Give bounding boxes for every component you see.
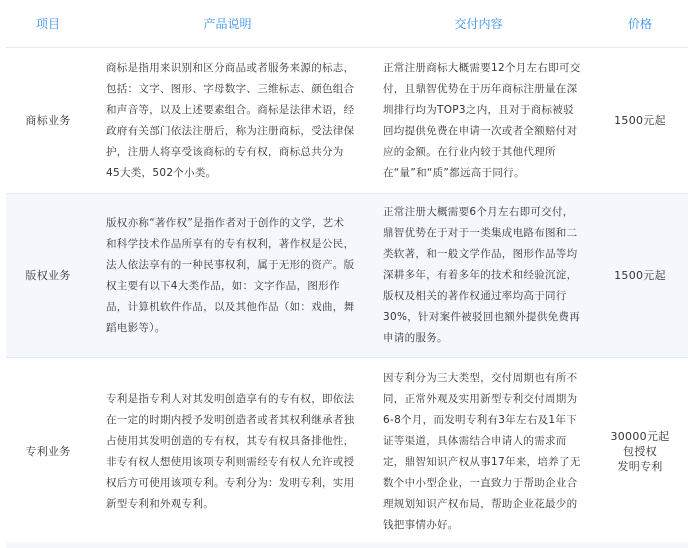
price-note-type: 发明专利 bbox=[617, 460, 663, 473]
service-table bbox=[6, 0, 688, 546]
table-row-patent bbox=[6, 358, 688, 546]
price-note-authorization: 包授权 bbox=[623, 445, 657, 458]
table-row-trademark bbox=[6, 48, 688, 194]
header-description: 产品说明 bbox=[90, 0, 365, 48]
header-delivery: 交付内容 bbox=[365, 0, 592, 48]
row-price bbox=[592, 194, 688, 358]
row-name: 商标业务 bbox=[6, 48, 90, 194]
row-name: 版权业务 bbox=[6, 194, 90, 358]
table-row-copyright bbox=[6, 194, 688, 358]
row-description: 版权亦称“著作权”是指作者对于创作的文学，艺术和科学技术作品所享有的专有权利，著作权是公民，法人依法享有的一种民事权利，属于无形的资产。版权主要有以下4大类作品，如：文字作品，图形作品，计算机软件作品，以及其他作品（如：戏曲，舞蹈电影等）。 bbox=[90, 194, 365, 358]
row-price bbox=[592, 358, 688, 546]
row-price bbox=[592, 48, 688, 194]
header-item: 项目 bbox=[6, 0, 90, 48]
table-header bbox=[6, 0, 688, 48]
row-name: 专利业务 bbox=[6, 358, 90, 546]
table-body bbox=[6, 48, 688, 546]
price-value: 1500元起 bbox=[614, 269, 666, 282]
header-price: 价格 bbox=[592, 0, 688, 48]
header-row bbox=[6, 0, 688, 48]
row-delivery: 正常注册商标大概需要12个月左右即可交付，且鼎智优势在于历年商标注册量在深圳排行均为TOP3之内，且对于商标被驳回均提供免费在申请一次或者全额赔付对应的金额。在行业内较于其他代理所在“量”和“质”都远高于同行。 bbox=[365, 48, 592, 194]
price-value: 1500元起 bbox=[614, 114, 666, 127]
row-description: 专利是指专利人对其发明创造享有的专有权，即依法在一定的时期内授予发明创造者或者其权利继承者独占使用其发明创造的专有权，其专有权具备排他性，非专有权人想使用该项专利则需经专有权人允许或授权后方可使用该项专利。专利分为：发明专利，实用新型专利和外观专利。 bbox=[90, 358, 365, 546]
price-value: 30000元起 bbox=[610, 430, 670, 443]
row-delivery: 因专利分为三大类型，交付周期也有所不同，正常外观及实用新型专利交付周期为6-8个月，而发明专利有3年左右及1年下证等渠道，具体需结合申请人的需求而定，鼎智知识产权从事17年来，培养了无数个中小型企业，一直致力于帮助企业合理规划知识产权布局，帮助企业花最少的钱把事情办好。 bbox=[365, 358, 592, 546]
row-description: 商标是指用来识别和区分商品或者服务来源的标志，包括：文字、图形、字母数字、三维标志、颜色组合和声音等，以及上述要素组合。商标是法律术语，经政府有关部门依法注册后，称为注册商标，受法律保护，注册人将享受该商标的专有权，商标总共分为45大类，502个小类。 bbox=[90, 48, 365, 194]
row-delivery: 正常注册大概需要6个月左右即可交付，鼎智优势在于对于一类集成电路布图和二类软著，和一般文学作品，图形作品等均深耕多年，有着多年的技术和经验沉淀，版权及相关的著作权通过率均高于同行30%，针对案件被驳回也额外提供免费再申请的服务。 bbox=[365, 194, 592, 358]
next-row-edge bbox=[6, 542, 688, 548]
